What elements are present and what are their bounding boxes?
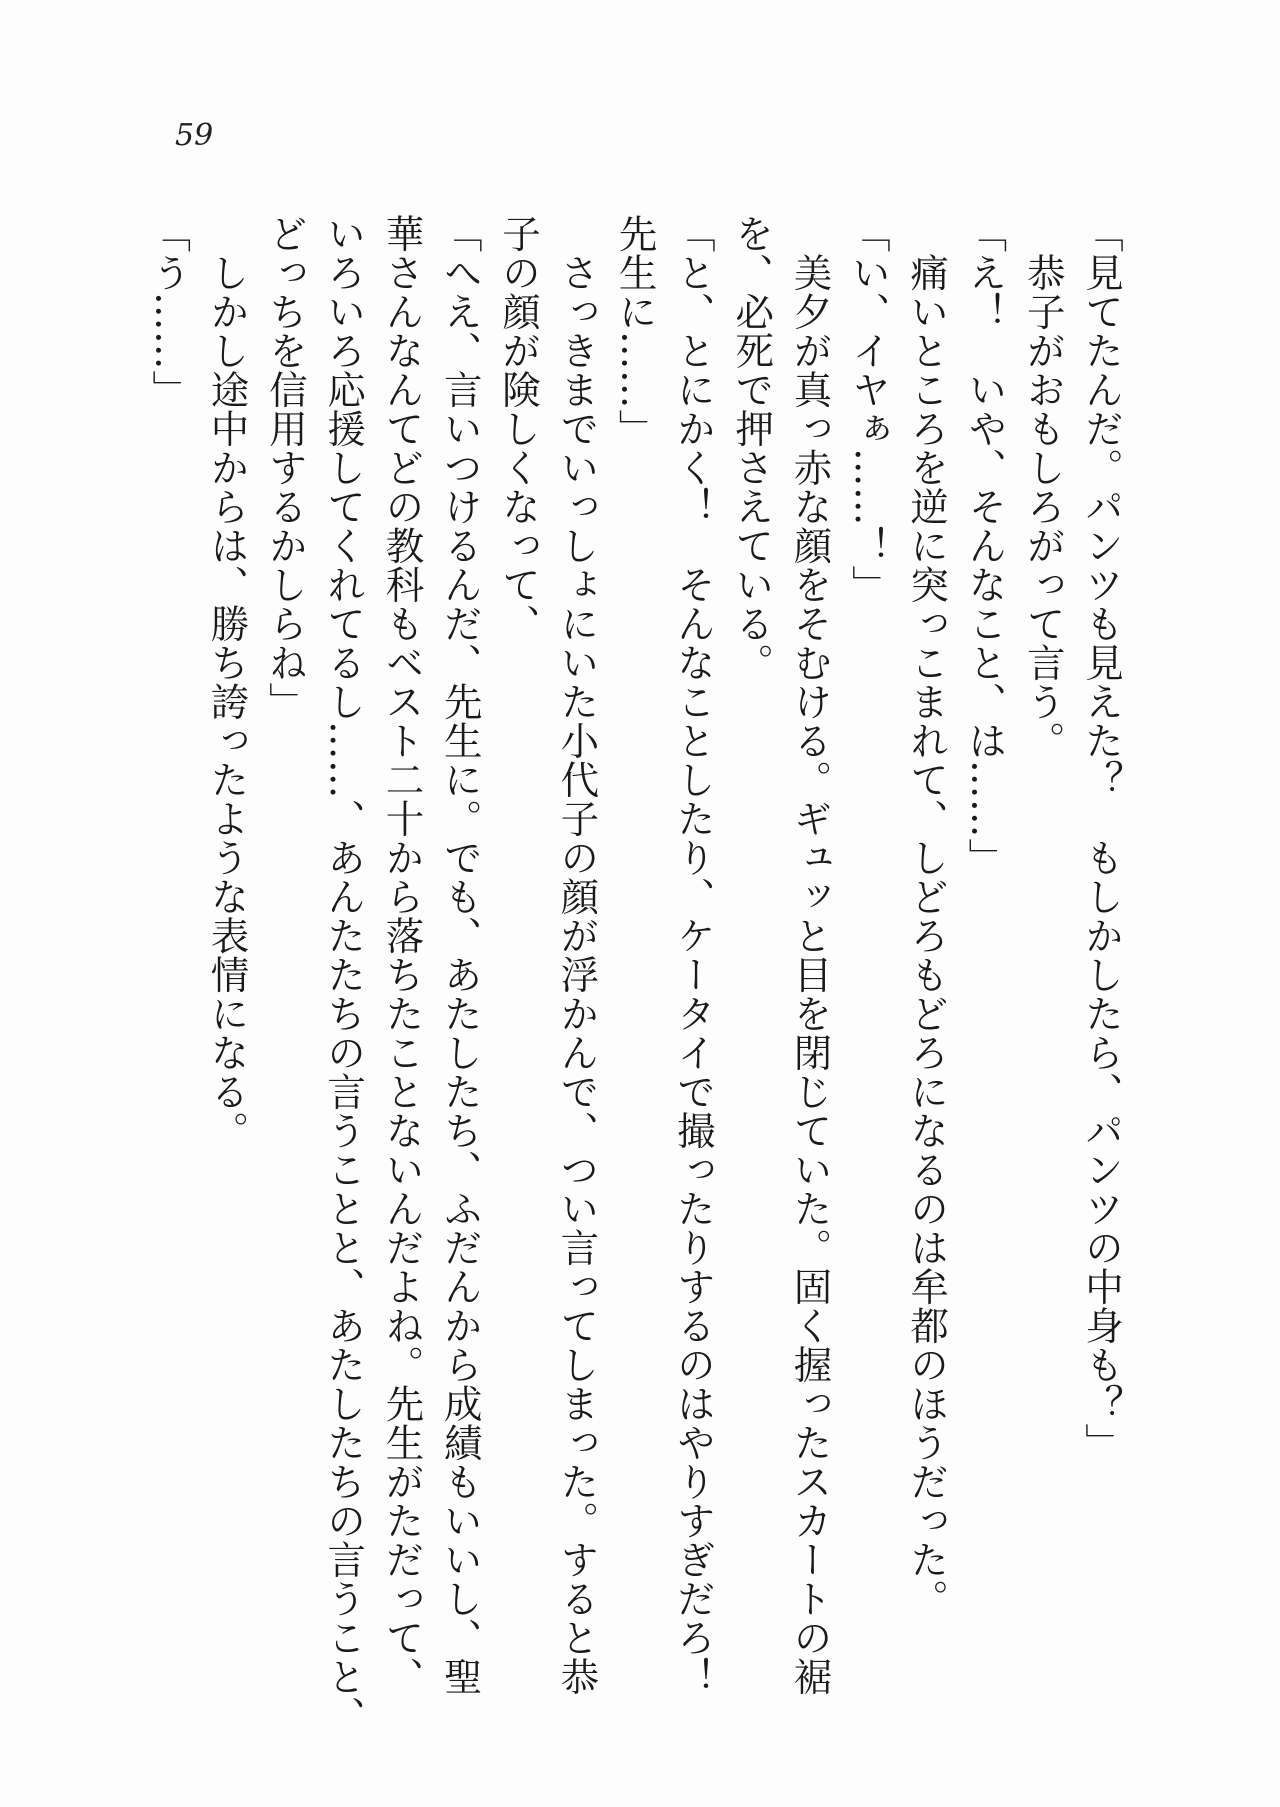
vertical-text-body bbox=[139, 214, 1130, 1735]
text-line: を、必死で押さえている。 bbox=[729, 214, 775, 682]
text-line: さっきまでいっしょにいた小代子の顔が浮かんで、つい言ってしまった。すると恭 bbox=[554, 214, 600, 1696]
text-line: 「い、イヤぁ……！」 bbox=[845, 214, 891, 604]
text-line: 「へえ、言いつけるんだ、先生に。でも、あたしたち、ふだんから成績もいいし、聖 bbox=[437, 214, 483, 1696]
text-line: いろいろ応援してくれてるし……、あんたたちの言うことと、あたしたちの言うこと、 bbox=[321, 214, 367, 1735]
text-line: 先生に……」 bbox=[612, 214, 658, 448]
text-line: どっちを信用するかしらね」 bbox=[262, 214, 308, 721]
text-line: 華さんなんてどの教科もベスト二十から落ちたことないんだよね。先生がただって、 bbox=[379, 214, 425, 1696]
text-line: 子の顔が険しくなって、 bbox=[496, 214, 542, 643]
text-line: 美夕が真っ赤な顔をそむける。ギュッと目を閉じていた。固く握ったスカートの裾 bbox=[787, 214, 833, 1696]
text-line: しかし途中からは、勝ち誇ったような表情になる。 bbox=[204, 214, 250, 1150]
text-line: 恭子がおもしろがって言う。 bbox=[1020, 214, 1066, 760]
text-line: 「う……」 bbox=[146, 214, 192, 409]
text-line: 「見てたんだ。パンツも見えた？ もしかしたら、パンツの中身も？」 bbox=[1079, 214, 1124, 1462]
text-line: 「と、とにかく！ そんなことしたり、ケータイで撮ったりするのはやりすぎだろ！ bbox=[670, 214, 716, 1696]
page-number: 59 bbox=[175, 118, 214, 153]
text-line: 痛いところを逆に突っこまれて、しどろもどろになるのは牟都のほうだった。 bbox=[904, 214, 950, 1618]
text-line: 「え！ いや、そんなこと、は……」 bbox=[962, 214, 1008, 877]
